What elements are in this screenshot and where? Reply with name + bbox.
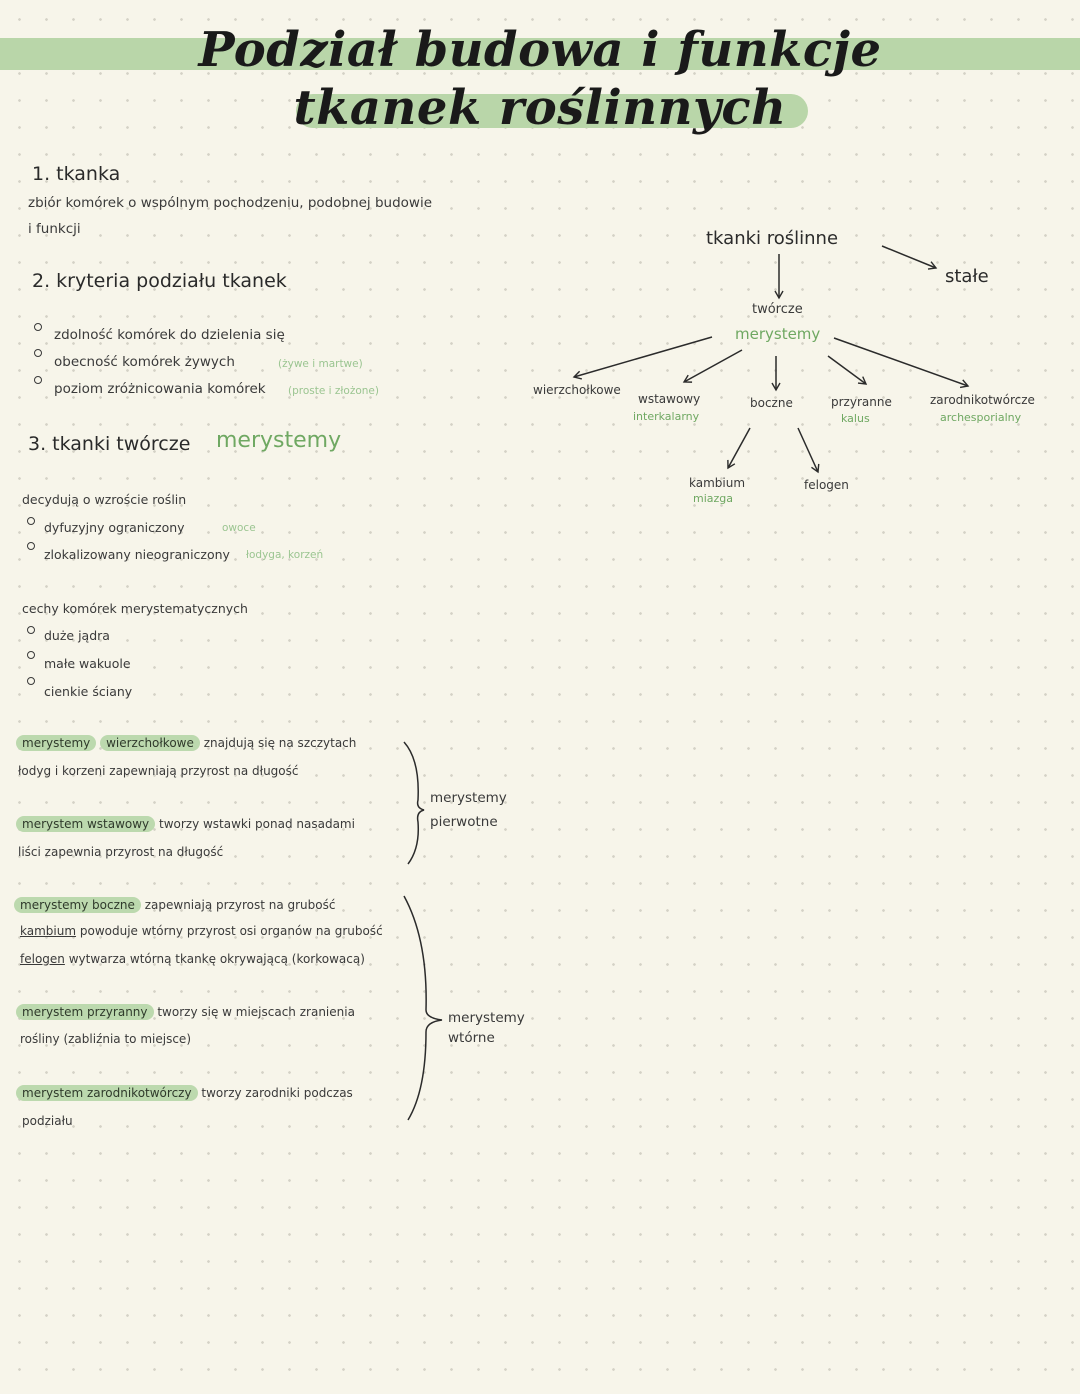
highlight-przyranny: merystem przyranny (16, 1004, 154, 1020)
section1-text-line1: zbiór komórek o wspólnym pochodzeniu, podobnej budowie (28, 195, 433, 211)
secondary-label-line2: wtórne (448, 1030, 495, 1046)
features-title: cechy komórek merystematycznych (22, 601, 248, 616)
primary-item-2-line2: liści zapewnia przyrost na długość (18, 845, 224, 859)
primary-bracket (404, 742, 424, 864)
section2-heading: 2. kryteria podziału tkanek (32, 270, 287, 292)
diagram-child-zarodnikotworcze-sub: archesporialny (940, 411, 1022, 424)
diagram-stale: stałe (945, 266, 989, 287)
arrow-felogen (798, 428, 818, 472)
highlight-wierzcholkowe: wierzchołkowe (100, 735, 200, 751)
arrow-wstawowy (684, 350, 742, 382)
arrow-wierzcholkowe (574, 337, 712, 377)
diagram-tworcze: twórcze (752, 302, 803, 317)
diagram-child-boczne: boczne (750, 396, 793, 410)
growth-item-1: dyfuzyjny ograniczony (44, 520, 185, 535)
secondary-item-5-text: tworzy zarodniki podczas (201, 1086, 353, 1100)
section1-heading: 1. tkanka (32, 163, 121, 185)
feature-item-3: cienkie ściany (44, 684, 133, 699)
decide-text: decydują o wzroście roślin (22, 492, 187, 507)
diagram-felogen: felogen (804, 478, 849, 492)
kambium-word: kambium (20, 924, 77, 938)
section1-text-line2: i funkcji (28, 221, 81, 237)
growth-item-2: zlokalizowany nieograniczony (44, 547, 230, 562)
highlight-boczne: merystemy boczne (14, 897, 141, 913)
primary-item-2-text: tworzy wstawki ponad nasadami (158, 817, 355, 831)
section3-heading: 3. tkanki twórcze (28, 433, 191, 455)
diagram-child-wierzcholkowe: wierzchołkowe (533, 383, 621, 397)
diagram-kambium: kambium (689, 476, 746, 490)
diagram-child-wstawowy: wstawowy (638, 392, 701, 406)
primary-label-line1: merystemy (430, 790, 507, 806)
felogen-word: felogen (20, 952, 65, 966)
section3-heading-accent: merystemy (216, 428, 342, 453)
feature-item-2: małe wakuole (44, 656, 131, 671)
growth-item-2-note: łodyga, korzeń (246, 549, 324, 561)
diagram-root: tkanki roślinne (706, 228, 839, 249)
highlight-meristemy: merystemy (16, 735, 96, 751)
secondary-item-4-text: tworzy się w miejscach zranienia (157, 1005, 355, 1019)
primary-item-1-text: znajdują się na szczytach (203, 736, 357, 750)
diagram-kambium-sub: miazga (693, 492, 734, 505)
secondary-item-5-line2: podziału (22, 1114, 73, 1128)
arrow-root-stale (882, 246, 936, 268)
secondary-item-2-text: powoduje wtórny przyrost osi organów na grubość (79, 924, 383, 938)
diagram-child-zarodnikotworcze: zarodnikotwórcze (930, 393, 1035, 407)
criteria-item-2: obecność komórek żywych (54, 354, 235, 370)
criteria-item-1: zdolność komórek do dzielenia się (54, 327, 285, 343)
arrow-zarodnikotworcze (834, 338, 968, 386)
highlight-wstawowy: merystem wstawowy (16, 816, 155, 832)
diagram-merystemy: merystemy (735, 325, 821, 343)
secondary-label-line1: merystemy (448, 1010, 525, 1026)
primary-label-line2: pierwotne (430, 814, 498, 830)
criteria-item-3-note: (proste i złożone) (288, 385, 379, 397)
page-title-line1: Podział budowa i funkcje (198, 22, 882, 78)
diagram-child-wstawowy-sub: interkalarny (633, 410, 700, 423)
arrow-kambium (728, 428, 750, 468)
secondary-item-3-text: wytwarza wtórną tkankę okrywającą (korkowacą) (68, 952, 365, 966)
criteria-item-3: poziom zróżnicowania komórek (54, 381, 266, 397)
page-title-line2: tkanek roślinnych (293, 80, 787, 136)
highlight-zarodnikotworczy: merystem zarodnikotwórczy (16, 1085, 198, 1101)
secondary-bracket (404, 896, 442, 1120)
criteria-item-2-note: (żywe i martwe) (278, 358, 363, 370)
secondary-item-4-line2: rośliny (zabliźnia to miejsce) (20, 1032, 191, 1046)
secondary-item-1-text: zapewniają przyrost na grubość (144, 898, 336, 912)
feature-item-1: duże jądra (44, 628, 110, 643)
diagram-child-przyranne-sub: kalus (841, 412, 870, 425)
diagram-child-przyranne: przyranne (831, 395, 892, 409)
primary-item-1-line2: łodyg i korzeni zapewniają przyrost na długość (18, 764, 299, 778)
arrow-przyranne (828, 356, 866, 384)
growth-item-1-note: owoce (222, 522, 256, 534)
